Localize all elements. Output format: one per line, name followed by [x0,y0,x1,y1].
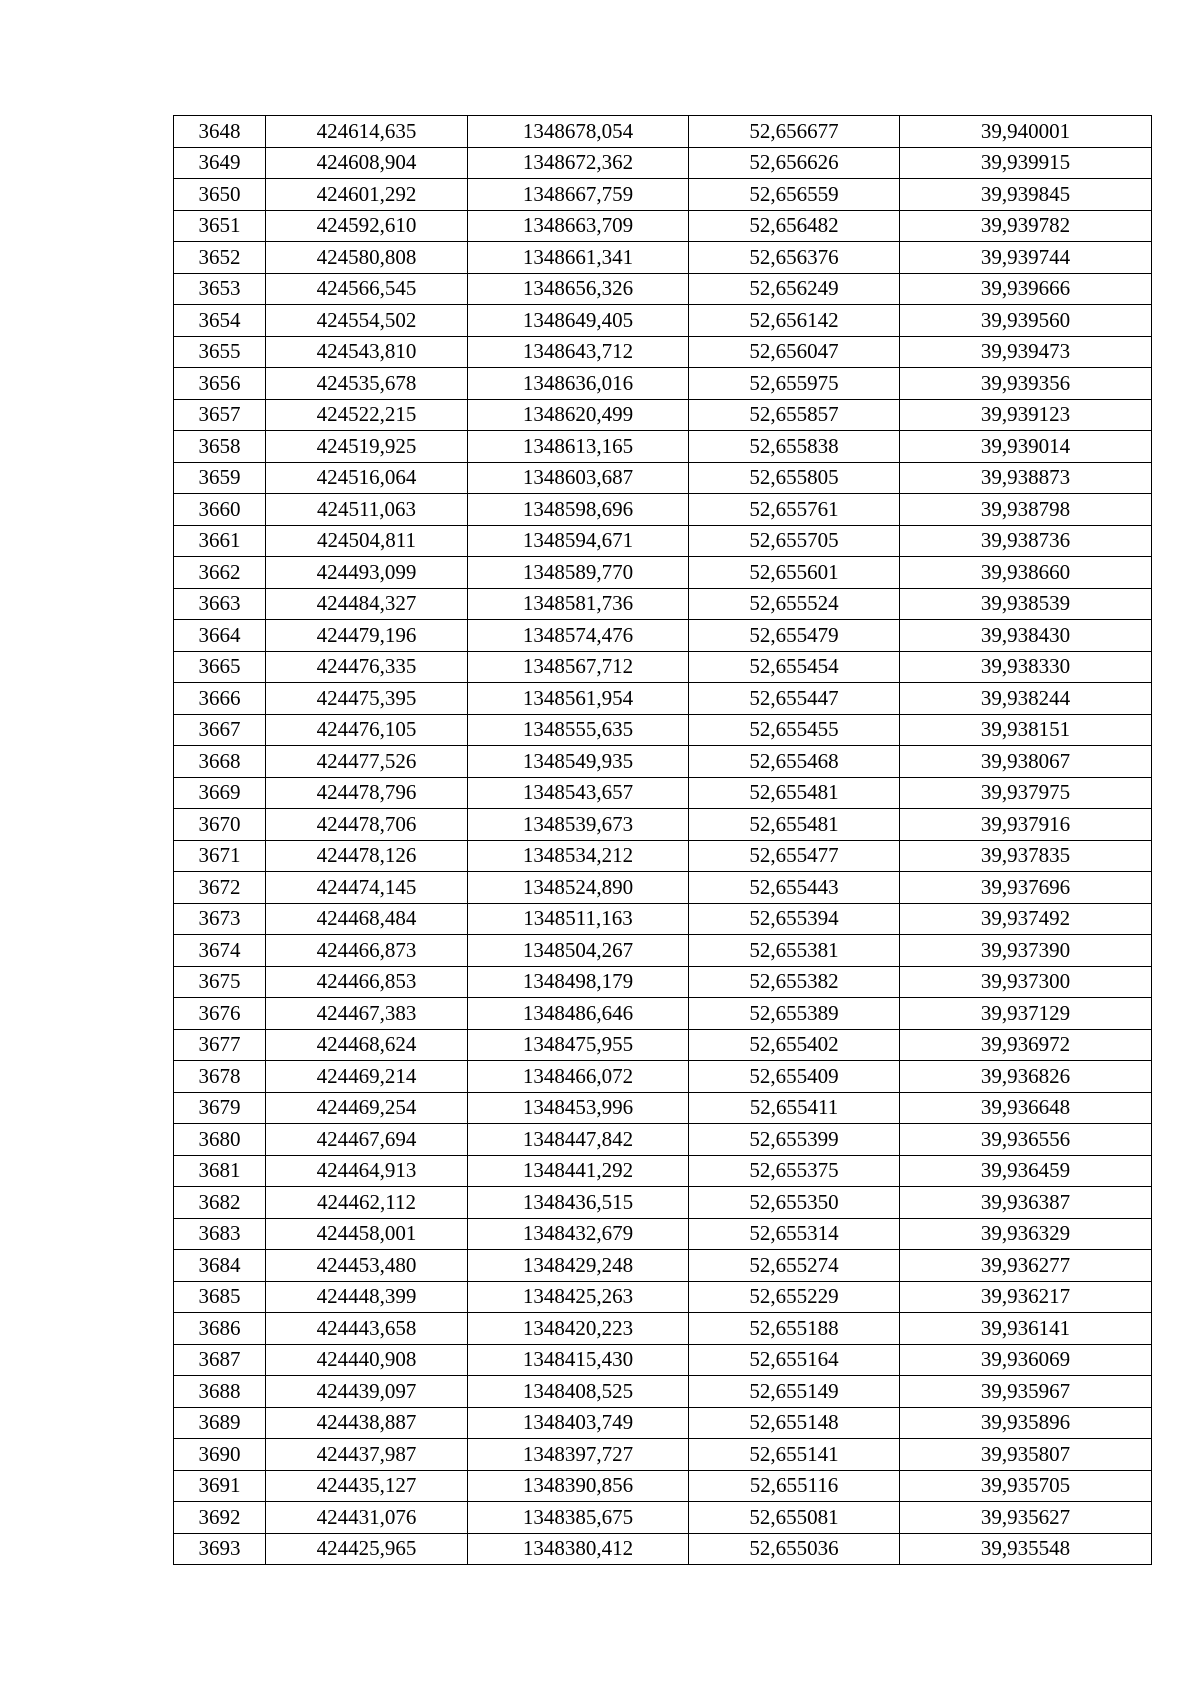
x-coordinate-cell: 424519,925 [266,431,468,463]
y-coordinate-cell: 1348581,736 [468,588,689,620]
point-number-cell: 3684 [174,1250,266,1282]
longitude-cell: 39,938660 [900,557,1152,589]
x-coordinate-cell: 424614,635 [266,116,468,148]
longitude-cell: 39,940001 [900,116,1152,148]
longitude-cell: 39,939560 [900,305,1152,337]
y-coordinate-cell: 1348524,890 [468,872,689,904]
x-coordinate-cell: 424478,796 [266,777,468,809]
y-coordinate-cell: 1348620,499 [468,399,689,431]
longitude-cell: 39,936648 [900,1092,1152,1124]
table-row [174,431,1152,463]
x-coordinate-cell: 424466,873 [266,935,468,967]
y-coordinate-cell: 1348429,248 [468,1250,689,1282]
latitude-cell: 52,655838 [689,431,900,463]
longitude-cell: 39,935627 [900,1502,1152,1534]
x-coordinate-cell: 424478,706 [266,809,468,841]
y-coordinate-cell: 1348390,856 [468,1470,689,1502]
point-number-cell: 3674 [174,935,266,967]
y-coordinate-cell: 1348663,709 [468,210,689,242]
longitude-cell: 39,937492 [900,903,1152,935]
point-number-cell: 3685 [174,1281,266,1313]
longitude-cell: 39,935548 [900,1533,1152,1565]
latitude-cell: 52,655350 [689,1187,900,1219]
longitude-cell: 39,937390 [900,935,1152,967]
longitude-cell: 39,937696 [900,872,1152,904]
latitude-cell: 52,655857 [689,399,900,431]
point-number-cell: 3689 [174,1407,266,1439]
table-row [174,1281,1152,1313]
point-number-cell: 3653 [174,273,266,305]
point-number-cell: 3672 [174,872,266,904]
latitude-cell: 52,655116 [689,1470,900,1502]
y-coordinate-cell: 1348380,412 [468,1533,689,1565]
latitude-cell: 52,655381 [689,935,900,967]
table-row [174,368,1152,400]
longitude-cell: 39,936217 [900,1281,1152,1313]
longitude-cell: 39,935896 [900,1407,1152,1439]
x-coordinate-cell: 424608,904 [266,147,468,179]
y-coordinate-cell: 1348549,935 [468,746,689,778]
table-row [174,1313,1152,1345]
x-coordinate-cell: 424511,063 [266,494,468,526]
latitude-cell: 52,655975 [689,368,900,400]
x-coordinate-cell: 424554,502 [266,305,468,337]
point-number-cell: 3673 [174,903,266,935]
point-number-cell: 3676 [174,998,266,1030]
longitude-cell: 39,936972 [900,1029,1152,1061]
longitude-cell: 39,939014 [900,431,1152,463]
longitude-cell: 39,938736 [900,525,1152,557]
point-number-cell: 3651 [174,210,266,242]
point-number-cell: 3652 [174,242,266,274]
x-coordinate-cell: 424468,484 [266,903,468,935]
table-row [174,714,1152,746]
table-row [174,1029,1152,1061]
x-coordinate-cell: 424522,215 [266,399,468,431]
y-coordinate-cell: 1348539,673 [468,809,689,841]
y-coordinate-cell: 1348420,223 [468,1313,689,1345]
y-coordinate-cell: 1348511,163 [468,903,689,935]
point-number-cell: 3648 [174,116,266,148]
point-number-cell: 3693 [174,1533,266,1565]
longitude-cell: 39,938798 [900,494,1152,526]
table-row [174,777,1152,809]
table-row [174,1344,1152,1376]
latitude-cell: 52,655036 [689,1533,900,1565]
table-row [174,809,1152,841]
latitude-cell: 52,656376 [689,242,900,274]
table-row [174,1533,1152,1565]
point-number-cell: 3665 [174,651,266,683]
x-coordinate-cell: 424484,327 [266,588,468,620]
x-coordinate-cell: 424493,099 [266,557,468,589]
y-coordinate-cell: 1348466,072 [468,1061,689,1093]
y-coordinate-cell: 1348543,657 [468,777,689,809]
x-coordinate-cell: 424476,335 [266,651,468,683]
longitude-cell: 39,939473 [900,336,1152,368]
longitude-cell: 39,937300 [900,966,1152,998]
point-number-cell: 3688 [174,1376,266,1408]
point-number-cell: 3675 [174,966,266,998]
table-row [174,1439,1152,1471]
longitude-cell: 39,939666 [900,273,1152,305]
table-row [174,1218,1152,1250]
latitude-cell: 52,655411 [689,1092,900,1124]
table-row [174,525,1152,557]
latitude-cell: 52,655481 [689,809,900,841]
y-coordinate-cell: 1348453,996 [468,1092,689,1124]
x-coordinate-cell: 424535,678 [266,368,468,400]
latitude-cell: 52,655468 [689,746,900,778]
latitude-cell: 52,656559 [689,179,900,211]
latitude-cell: 52,656626 [689,147,900,179]
x-coordinate-cell: 424438,887 [266,1407,468,1439]
table-row [174,336,1152,368]
point-number-cell: 3680 [174,1124,266,1156]
latitude-cell: 52,655399 [689,1124,900,1156]
latitude-cell: 52,655454 [689,651,900,683]
coordinates-table-body [174,116,1152,1565]
latitude-cell: 52,655164 [689,1344,900,1376]
latitude-cell: 52,655141 [689,1439,900,1471]
table-row [174,1092,1152,1124]
point-number-cell: 3663 [174,588,266,620]
longitude-cell: 39,936387 [900,1187,1152,1219]
longitude-cell: 39,938539 [900,588,1152,620]
point-number-cell: 3656 [174,368,266,400]
y-coordinate-cell: 1348649,405 [468,305,689,337]
x-coordinate-cell: 424566,545 [266,273,468,305]
latitude-cell: 52,655601 [689,557,900,589]
y-coordinate-cell: 1348498,179 [468,966,689,998]
table-row [174,242,1152,274]
y-coordinate-cell: 1348561,954 [468,683,689,715]
x-coordinate-cell: 424464,913 [266,1155,468,1187]
x-coordinate-cell: 424440,908 [266,1344,468,1376]
table-row [174,116,1152,148]
y-coordinate-cell: 1348574,476 [468,620,689,652]
x-coordinate-cell: 424601,292 [266,179,468,211]
table-row [174,840,1152,872]
x-coordinate-cell: 424467,383 [266,998,468,1030]
x-coordinate-cell: 424469,214 [266,1061,468,1093]
longitude-cell: 39,939845 [900,179,1152,211]
point-number-cell: 3683 [174,1218,266,1250]
longitude-cell: 39,939123 [900,399,1152,431]
longitude-cell: 39,936141 [900,1313,1152,1345]
y-coordinate-cell: 1348403,749 [468,1407,689,1439]
point-number-cell: 3655 [174,336,266,368]
latitude-cell: 52,655443 [689,872,900,904]
table-row [174,1187,1152,1219]
y-coordinate-cell: 1348594,671 [468,525,689,557]
longitude-cell: 39,937835 [900,840,1152,872]
latitude-cell: 52,655081 [689,1502,900,1534]
latitude-cell: 52,655524 [689,588,900,620]
table-row [174,651,1152,683]
table-row [174,683,1152,715]
x-coordinate-cell: 424458,001 [266,1218,468,1250]
x-coordinate-cell: 424475,395 [266,683,468,715]
y-coordinate-cell: 1348441,292 [468,1155,689,1187]
table-row [174,1376,1152,1408]
y-coordinate-cell: 1348475,955 [468,1029,689,1061]
point-number-cell: 3649 [174,147,266,179]
point-number-cell: 3682 [174,1187,266,1219]
latitude-cell: 52,655705 [689,525,900,557]
point-number-cell: 3681 [174,1155,266,1187]
table-row [174,305,1152,337]
table-row [174,1061,1152,1093]
y-coordinate-cell: 1348667,759 [468,179,689,211]
y-coordinate-cell: 1348486,646 [468,998,689,1030]
y-coordinate-cell: 1348656,326 [468,273,689,305]
latitude-cell: 52,655229 [689,1281,900,1313]
y-coordinate-cell: 1348534,212 [468,840,689,872]
longitude-cell: 39,936069 [900,1344,1152,1376]
y-coordinate-cell: 1348447,842 [468,1124,689,1156]
latitude-cell: 52,655481 [689,777,900,809]
point-number-cell: 3650 [174,179,266,211]
point-number-cell: 3661 [174,525,266,557]
table-row [174,557,1152,589]
x-coordinate-cell: 424448,399 [266,1281,468,1313]
point-number-cell: 3659 [174,462,266,494]
longitude-cell: 39,939915 [900,147,1152,179]
point-number-cell: 3664 [174,620,266,652]
table-row [174,998,1152,1030]
table-row [174,1470,1152,1502]
latitude-cell: 52,656142 [689,305,900,337]
x-coordinate-cell: 424468,624 [266,1029,468,1061]
point-number-cell: 3662 [174,557,266,589]
x-coordinate-cell: 424425,965 [266,1533,468,1565]
longitude-cell: 39,938244 [900,683,1152,715]
coordinates-table [173,115,1152,1565]
y-coordinate-cell: 1348436,515 [468,1187,689,1219]
x-coordinate-cell: 424477,526 [266,746,468,778]
x-coordinate-cell: 424467,694 [266,1124,468,1156]
longitude-cell: 39,935705 [900,1470,1152,1502]
table-row [174,1407,1152,1439]
y-coordinate-cell: 1348567,712 [468,651,689,683]
table-row [174,179,1152,211]
table-row [174,1155,1152,1187]
longitude-cell: 39,936459 [900,1155,1152,1187]
table-row [174,935,1152,967]
longitude-cell: 39,936277 [900,1250,1152,1282]
y-coordinate-cell: 1348678,054 [468,116,689,148]
table-row [174,399,1152,431]
x-coordinate-cell: 424543,810 [266,336,468,368]
y-coordinate-cell: 1348504,267 [468,935,689,967]
y-coordinate-cell: 1348589,770 [468,557,689,589]
latitude-cell: 52,655148 [689,1407,900,1439]
table-row [174,147,1152,179]
y-coordinate-cell: 1348385,675 [468,1502,689,1534]
table-row [174,1250,1152,1282]
longitude-cell: 39,938067 [900,746,1152,778]
point-number-cell: 3671 [174,840,266,872]
table-row [174,588,1152,620]
latitude-cell: 52,655274 [689,1250,900,1282]
table-row [174,1502,1152,1534]
point-number-cell: 3658 [174,431,266,463]
y-coordinate-cell: 1348613,165 [468,431,689,463]
y-coordinate-cell: 1348636,016 [468,368,689,400]
x-coordinate-cell: 424462,112 [266,1187,468,1219]
longitude-cell: 39,939356 [900,368,1152,400]
x-coordinate-cell: 424504,811 [266,525,468,557]
x-coordinate-cell: 424431,076 [266,1502,468,1534]
longitude-cell: 39,937916 [900,809,1152,841]
y-coordinate-cell: 1348661,341 [468,242,689,274]
point-number-cell: 3690 [174,1439,266,1471]
x-coordinate-cell: 424476,105 [266,714,468,746]
y-coordinate-cell: 1348425,263 [468,1281,689,1313]
x-coordinate-cell: 424479,196 [266,620,468,652]
latitude-cell: 52,655314 [689,1218,900,1250]
y-coordinate-cell: 1348397,727 [468,1439,689,1471]
point-number-cell: 3691 [174,1470,266,1502]
latitude-cell: 52,655402 [689,1029,900,1061]
point-number-cell: 3670 [174,809,266,841]
table-row [174,494,1152,526]
x-coordinate-cell: 424474,145 [266,872,468,904]
point-number-cell: 3687 [174,1344,266,1376]
x-coordinate-cell: 424469,254 [266,1092,468,1124]
table-row [174,620,1152,652]
latitude-cell: 52,655479 [689,620,900,652]
longitude-cell: 39,937129 [900,998,1152,1030]
table-row [174,462,1152,494]
y-coordinate-cell: 1348598,696 [468,494,689,526]
x-coordinate-cell: 424453,480 [266,1250,468,1282]
y-coordinate-cell: 1348672,362 [468,147,689,179]
latitude-cell: 52,655409 [689,1061,900,1093]
point-number-cell: 3679 [174,1092,266,1124]
longitude-cell: 39,938873 [900,462,1152,494]
point-number-cell: 3677 [174,1029,266,1061]
longitude-cell: 39,938430 [900,620,1152,652]
point-number-cell: 3686 [174,1313,266,1345]
point-number-cell: 3669 [174,777,266,809]
latitude-cell: 52,655389 [689,998,900,1030]
longitude-cell: 39,938151 [900,714,1152,746]
table-row [174,872,1152,904]
x-coordinate-cell: 424443,658 [266,1313,468,1345]
x-coordinate-cell: 424437,987 [266,1439,468,1471]
table-row [174,1124,1152,1156]
point-number-cell: 3654 [174,305,266,337]
longitude-cell: 39,939744 [900,242,1152,274]
x-coordinate-cell: 424466,853 [266,966,468,998]
latitude-cell: 52,655149 [689,1376,900,1408]
y-coordinate-cell: 1348643,712 [468,336,689,368]
latitude-cell: 52,655375 [689,1155,900,1187]
longitude-cell: 39,938330 [900,651,1152,683]
point-number-cell: 3660 [174,494,266,526]
longitude-cell: 39,937975 [900,777,1152,809]
table-row [174,273,1152,305]
latitude-cell: 52,656482 [689,210,900,242]
point-number-cell: 3692 [174,1502,266,1534]
point-number-cell: 3667 [174,714,266,746]
point-number-cell: 3657 [174,399,266,431]
longitude-cell: 39,935807 [900,1439,1152,1471]
x-coordinate-cell: 424592,610 [266,210,468,242]
y-coordinate-cell: 1348555,635 [468,714,689,746]
latitude-cell: 52,655188 [689,1313,900,1345]
longitude-cell: 39,936556 [900,1124,1152,1156]
longitude-cell: 39,935967 [900,1376,1152,1408]
point-number-cell: 3668 [174,746,266,778]
longitude-cell: 39,936329 [900,1218,1152,1250]
point-number-cell: 3678 [174,1061,266,1093]
table-row [174,966,1152,998]
latitude-cell: 52,655805 [689,462,900,494]
longitude-cell: 39,939782 [900,210,1152,242]
latitude-cell: 52,656677 [689,116,900,148]
latitude-cell: 52,655394 [689,903,900,935]
x-coordinate-cell: 424478,126 [266,840,468,872]
latitude-cell: 52,655455 [689,714,900,746]
table-row [174,903,1152,935]
latitude-cell: 52,656047 [689,336,900,368]
latitude-cell: 52,655382 [689,966,900,998]
longitude-cell: 39,936826 [900,1061,1152,1093]
table-row [174,210,1152,242]
x-coordinate-cell: 424439,097 [266,1376,468,1408]
table-row [174,746,1152,778]
x-coordinate-cell: 424516,064 [266,462,468,494]
y-coordinate-cell: 1348603,687 [468,462,689,494]
x-coordinate-cell: 424580,808 [266,242,468,274]
latitude-cell: 52,656249 [689,273,900,305]
latitude-cell: 52,655447 [689,683,900,715]
y-coordinate-cell: 1348432,679 [468,1218,689,1250]
y-coordinate-cell: 1348408,525 [468,1376,689,1408]
y-coordinate-cell: 1348415,430 [468,1344,689,1376]
point-number-cell: 3666 [174,683,266,715]
latitude-cell: 52,655761 [689,494,900,526]
latitude-cell: 52,655477 [689,840,900,872]
x-coordinate-cell: 424435,127 [266,1470,468,1502]
